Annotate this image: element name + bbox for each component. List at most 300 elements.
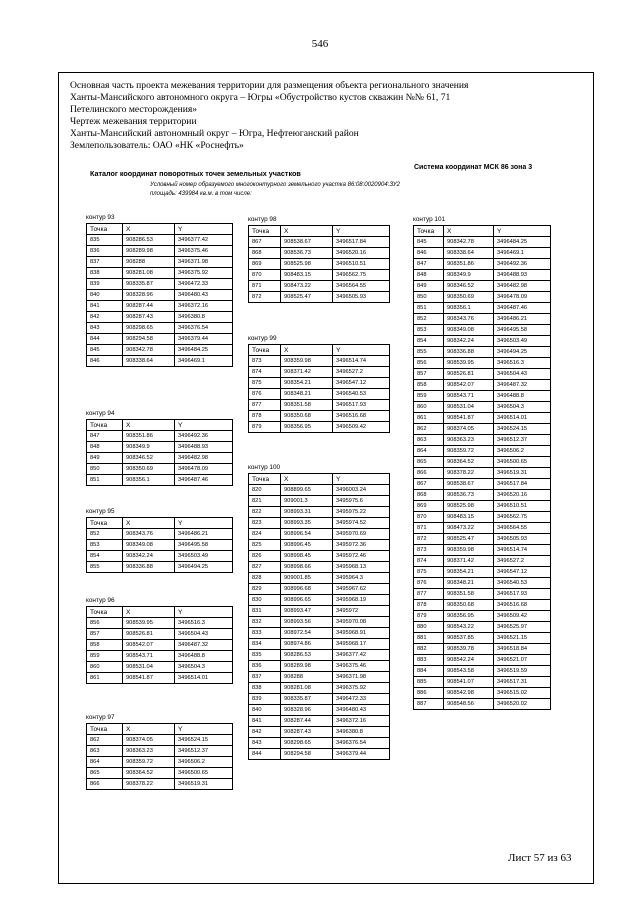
x-coordinate: 908539.78 [444,644,494,655]
contour-label: контур 98 [248,216,277,223]
contour-block [86,597,233,684]
x-coordinate: 908351.58 [444,589,494,600]
table-row [87,562,233,573]
x-coordinate: 908359.72 [444,446,494,457]
y-coordinate: 3495972 [333,606,390,617]
column-header: X [123,724,175,735]
x-coordinate: 908525.98 [281,259,333,270]
point-number: 848 [414,270,444,281]
column-header: Точка [249,474,281,485]
contour-block [86,714,233,790]
point-number: 826 [249,551,281,562]
y-coordinate: 3496495.58 [175,540,233,551]
x-coordinate: 908359.72 [123,757,175,768]
y-coordinate: 3496527.2 [494,556,551,567]
parcel-area: площадь: 439984 кв.м. в том числе: [150,191,252,197]
table-header-row [87,518,233,529]
y-coordinate: 3496482.98 [494,281,551,292]
y-coordinate: 3496519.59 [494,666,551,677]
x-coordinate: 908993.31 [281,507,333,518]
y-coordinate: 3496517.84 [333,237,390,248]
x-coordinate: 908543.58 [444,666,494,677]
point-number: 833 [249,628,281,639]
y-coordinate: 3496506.2 [175,757,233,768]
x-coordinate: 908543.71 [123,651,175,662]
x-coordinate: 908286.53 [281,650,333,661]
table-row [249,595,390,606]
coordinate-table [248,344,390,433]
y-coordinate: 3496488.8 [494,391,551,402]
table-row [414,501,551,512]
table-row [87,540,233,551]
table-row [414,424,551,435]
table-row [249,378,390,389]
y-coordinate: 3496505.93 [333,292,390,303]
point-number: 848 [87,442,123,453]
column-header: Точка [87,224,123,235]
y-coordinate: 3496564.55 [494,523,551,534]
contour-label: контур 95 [86,508,115,515]
y-coordinate: 3496504.3 [175,662,233,673]
contour-label: контур 100 [248,464,281,471]
table-row [249,694,390,705]
table-row [414,468,551,479]
column-header: Y [175,724,233,735]
table-row [414,655,551,666]
point-number: 839 [87,279,123,290]
column-header: Y [494,226,551,237]
point-number: 843 [249,738,281,749]
point-number: 849 [87,453,123,464]
x-coordinate: 908294.58 [123,334,175,345]
column-header: X [281,226,333,237]
table-row [87,651,233,662]
point-number: 860 [87,662,123,673]
table-row [414,622,551,633]
table-header-row [414,226,551,237]
point-number: 871 [414,523,444,534]
x-coordinate: 908899.65 [281,485,333,496]
table-row [249,628,390,639]
table-row [249,389,390,400]
y-coordinate: 3496516.68 [494,600,551,611]
y-coordinate: 3496516.68 [333,411,390,422]
y-coordinate: 3496516.3 [494,358,551,369]
header-line: Чертеж межевания территории [70,116,197,127]
parcel-number: Условный номер образуемого многоконтурного земельного участка 86:08:0020904:ЗУ2 [150,182,400,188]
y-coordinate: 3496480.43 [333,705,390,716]
point-number: 835 [87,235,123,246]
header-line: Ханты-Мансийского автономного округа – Югры «Обустройство кустов скважин №№ 61, 71 [70,92,451,103]
column-header: Точка [414,226,444,237]
point-number: 836 [87,246,123,257]
point-number: 865 [87,768,123,779]
table-row [87,735,233,746]
table-row [87,629,233,640]
x-coordinate: 908349.9 [444,270,494,281]
contour-block [248,464,390,760]
y-coordinate: 3496482.98 [175,453,233,464]
x-coordinate: 908350.68 [444,600,494,611]
table-row [414,523,551,534]
point-number: 868 [249,248,281,259]
x-coordinate: 908349.9 [123,442,175,453]
parcel-info [150,181,400,199]
point-number: 832 [249,617,281,628]
point-number: 856 [414,358,444,369]
table-row [249,562,390,573]
point-number: 846 [414,248,444,259]
x-coordinate: 908378.22 [444,468,494,479]
table-row [87,662,233,673]
x-coordinate: 908364.52 [444,457,494,468]
point-number: 887 [414,699,444,710]
table-row [414,413,551,424]
y-coordinate: 3496504.43 [494,369,551,380]
point-number: 873 [249,356,281,367]
table-row [249,496,390,507]
table-row [414,556,551,567]
table-row [414,633,551,644]
y-coordinate: 3496517.93 [333,400,390,411]
y-coordinate: 3496375.46 [333,661,390,672]
x-coordinate: 908286.53 [123,235,175,246]
contour-block [248,335,390,433]
table-row [87,431,233,442]
point-number: 861 [87,673,123,684]
point-number: 855 [414,347,444,358]
y-coordinate: 3496506.2 [494,446,551,457]
column-header: Y [333,345,390,356]
y-coordinate: 3496509.42 [333,422,390,433]
y-coordinate: 3496487.32 [494,380,551,391]
y-coordinate: 3496478.09 [175,464,233,475]
contour-label: контур 99 [248,335,277,342]
point-number: 851 [87,475,123,486]
y-coordinate: 3496372.16 [333,716,390,727]
column-header: Y [175,224,233,235]
x-coordinate: 908350.69 [444,292,494,303]
point-number: 849 [414,281,444,292]
point-number: 842 [249,727,281,738]
point-number: 839 [249,694,281,705]
table-row [249,650,390,661]
point-number: 845 [87,345,123,356]
point-number: 867 [249,237,281,248]
x-coordinate: 908473.22 [281,281,333,292]
x-coordinate: 908348.21 [444,578,494,589]
y-coordinate: 3496505.93 [494,534,551,545]
x-coordinate: 908298.65 [281,738,333,749]
column-header: Точка [87,518,123,529]
table-row [249,367,390,378]
point-number: 866 [414,468,444,479]
table-row [87,312,233,323]
table-row [414,292,551,303]
column-header: Точка [87,420,123,431]
y-coordinate: 3496564.55 [333,281,390,292]
x-coordinate: 909001.3 [281,496,333,507]
point-number: 825 [249,540,281,551]
y-coordinate: 3496517.84 [494,479,551,490]
point-number: 846 [87,356,123,367]
y-coordinate: 3496520.16 [333,248,390,259]
table-row [414,600,551,611]
x-coordinate: 908371.42 [444,556,494,567]
column-header: X [123,607,175,618]
table-row [249,672,390,683]
x-coordinate: 908364.52 [123,768,175,779]
table-row [414,347,551,358]
table-row [249,248,390,259]
point-number: 867 [414,479,444,490]
y-coordinate: 3496486.21 [494,314,551,325]
column-header: X [281,474,333,485]
table-row [414,281,551,292]
table-row [87,640,233,651]
point-number: 840 [249,705,281,716]
contour-block [86,410,233,486]
x-coordinate: 908298.65 [123,323,175,334]
point-number: 873 [414,545,444,556]
header-line: Основная часть проекта межевания территории для размещения объекта регионального значения [70,80,469,91]
table-row [87,453,233,464]
table-row [249,529,390,540]
x-coordinate: 908542.98 [444,688,494,699]
y-coordinate: 3496515.02 [494,688,551,699]
y-coordinate: 3496521.15 [494,633,551,644]
point-number: 872 [249,292,281,303]
y-coordinate: 3496527.2 [333,367,390,378]
point-number: 843 [87,323,123,334]
x-coordinate: 908354.21 [281,378,333,389]
point-number: 863 [414,435,444,446]
y-coordinate: 3496520.16 [494,490,551,501]
y-coordinate: 3496377.42 [333,650,390,661]
point-number: 876 [414,578,444,589]
table-row [249,270,390,281]
point-number: 834 [249,639,281,650]
x-coordinate: 908543.71 [444,391,494,402]
x-coordinate: 908359.98 [281,356,333,367]
point-number: 859 [414,391,444,402]
table-row [414,589,551,600]
x-coordinate: 908483.15 [444,512,494,523]
x-coordinate: 908351.86 [444,259,494,270]
y-coordinate: 3495967.62 [333,584,390,595]
contour-label: контур 93 [86,214,115,221]
point-number: 868 [414,490,444,501]
contour-label: контур 94 [86,410,115,417]
x-coordinate: 908972.54 [281,628,333,639]
y-coordinate: 3496379.44 [333,749,390,760]
y-coordinate: 3496478.09 [494,292,551,303]
y-coordinate: 3496486.21 [175,529,233,540]
y-coordinate: 3496003.24 [333,485,390,496]
table-row [249,411,390,422]
y-coordinate: 3496516.3 [175,618,233,629]
x-coordinate: 908993.47 [281,606,333,617]
table-row [414,237,551,248]
y-coordinate: 3496509.42 [494,611,551,622]
y-coordinate: 3496514.74 [333,356,390,367]
point-number: 831 [249,606,281,617]
coordinate-system: Система координат МСК 86 зона 3 [414,164,533,171]
point-number: 882 [414,644,444,655]
x-coordinate: 908356.1 [444,303,494,314]
contour-block [413,216,551,710]
y-coordinate: 3496547.12 [333,378,390,389]
table-row [87,768,233,779]
point-number: 844 [87,334,123,345]
point-number: 874 [249,367,281,378]
x-coordinate: 908289.98 [123,246,175,257]
x-coordinate: 908526.81 [123,629,175,640]
x-coordinate: 908996.68 [281,584,333,595]
y-coordinate: 3496510.51 [333,259,390,270]
x-coordinate: 908281.08 [123,268,175,279]
table-row [87,529,233,540]
coordinate-table [86,223,233,367]
point-number: 820 [249,485,281,496]
y-coordinate: 3496375.92 [333,683,390,694]
table-row [414,325,551,336]
point-number: 878 [414,600,444,611]
table-row [249,606,390,617]
point-number: 838 [249,683,281,694]
coordinate-table [86,723,233,790]
table-row [414,479,551,490]
point-number: 864 [87,757,123,768]
x-coordinate: 908351.58 [281,400,333,411]
table-row [249,237,390,248]
x-coordinate: 908342.78 [123,345,175,356]
y-coordinate: 3496379.44 [175,334,233,345]
point-number: 821 [249,496,281,507]
point-number: 883 [414,655,444,666]
y-coordinate: 3496540.53 [494,578,551,589]
table-row [414,358,551,369]
x-coordinate: 908539.95 [123,618,175,629]
table-row [87,757,233,768]
column-header: Y [175,420,233,431]
point-number: 844 [249,749,281,760]
coordinate-table [86,419,233,486]
x-coordinate: 908287.44 [123,301,175,312]
point-number: 827 [249,562,281,573]
y-coordinate: 3495972.36 [333,540,390,551]
y-coordinate: 3496562.75 [333,270,390,281]
y-coordinate: 3496510.51 [494,501,551,512]
point-number: 840 [87,290,123,301]
table-row [249,540,390,551]
table-row [87,246,233,257]
column-header: Y [333,226,390,237]
x-coordinate: 908356.95 [444,611,494,622]
y-coordinate: 3496504.43 [175,629,233,640]
x-coordinate: 908538.67 [281,237,333,248]
y-coordinate: 3495970.08 [333,617,390,628]
coordinate-table [86,606,233,684]
y-coordinate: 3496504.3 [494,402,551,413]
x-coordinate: 908538.67 [444,479,494,490]
y-coordinate: 3496517.93 [494,589,551,600]
x-coordinate: 908541.07 [444,677,494,688]
contour-block [86,508,233,573]
x-coordinate: 908536.73 [281,248,333,259]
table-row [414,336,551,347]
y-coordinate: 3496371.98 [333,672,390,683]
table-row [414,699,551,710]
table-row [249,400,390,411]
y-coordinate: 3496372.16 [175,301,233,312]
catalog-title: Каталог координат поворотных точек земельных участков [90,169,301,178]
table-row [249,749,390,760]
x-coordinate: 908993.56 [281,617,333,628]
y-coordinate: 3496503.49 [494,336,551,347]
table-row [414,567,551,578]
x-coordinate: 908351.86 [123,431,175,442]
y-coordinate: 3496472.33 [333,694,390,705]
point-number: 858 [87,640,123,651]
column-header: X [123,420,175,431]
table-row [87,257,233,268]
x-coordinate: 908483.15 [281,270,333,281]
x-coordinate: 908346.52 [123,453,175,464]
y-coordinate: 3496521.07 [494,655,551,666]
y-coordinate: 3496517.31 [494,677,551,688]
x-coordinate: 908525.98 [444,501,494,512]
table-header-row [249,226,390,237]
header-line: Петелинского месторождения» [70,104,198,115]
column-header: X [123,518,175,529]
table-row [414,380,551,391]
table-row [249,639,390,650]
x-coordinate: 908539.95 [444,358,494,369]
table-row [87,779,233,790]
table-row [414,248,551,259]
x-coordinate: 908541.87 [444,413,494,424]
x-coordinate: 908335.87 [123,279,175,290]
contour-label: контур 97 [86,714,115,721]
column-header: X [281,345,333,356]
table-row [249,507,390,518]
x-coordinate: 908342.24 [444,336,494,347]
column-header: Точка [87,607,123,618]
coordinate-table [248,225,390,303]
y-coordinate: 3496375.92 [175,268,233,279]
y-coordinate: 3496488.93 [175,442,233,453]
table-row [249,485,390,496]
table-row [249,683,390,694]
y-coordinate: 3496472.33 [175,279,233,290]
x-coordinate: 908536.73 [444,490,494,501]
point-number: 830 [249,595,281,606]
x-coordinate: 908996.45 [281,540,333,551]
table-row [249,573,390,584]
x-coordinate: 908548.56 [444,699,494,710]
table-row [249,705,390,716]
x-coordinate: 908363.23 [444,435,494,446]
y-coordinate: 3496494.25 [175,562,233,573]
x-coordinate: 908349.08 [123,540,175,551]
y-coordinate: 3495974.52 [333,518,390,529]
point-number: 872 [414,534,444,545]
x-coordinate: 908542.07 [444,380,494,391]
table-row [249,551,390,562]
point-number: 884 [414,666,444,677]
point-number: 864 [414,446,444,457]
